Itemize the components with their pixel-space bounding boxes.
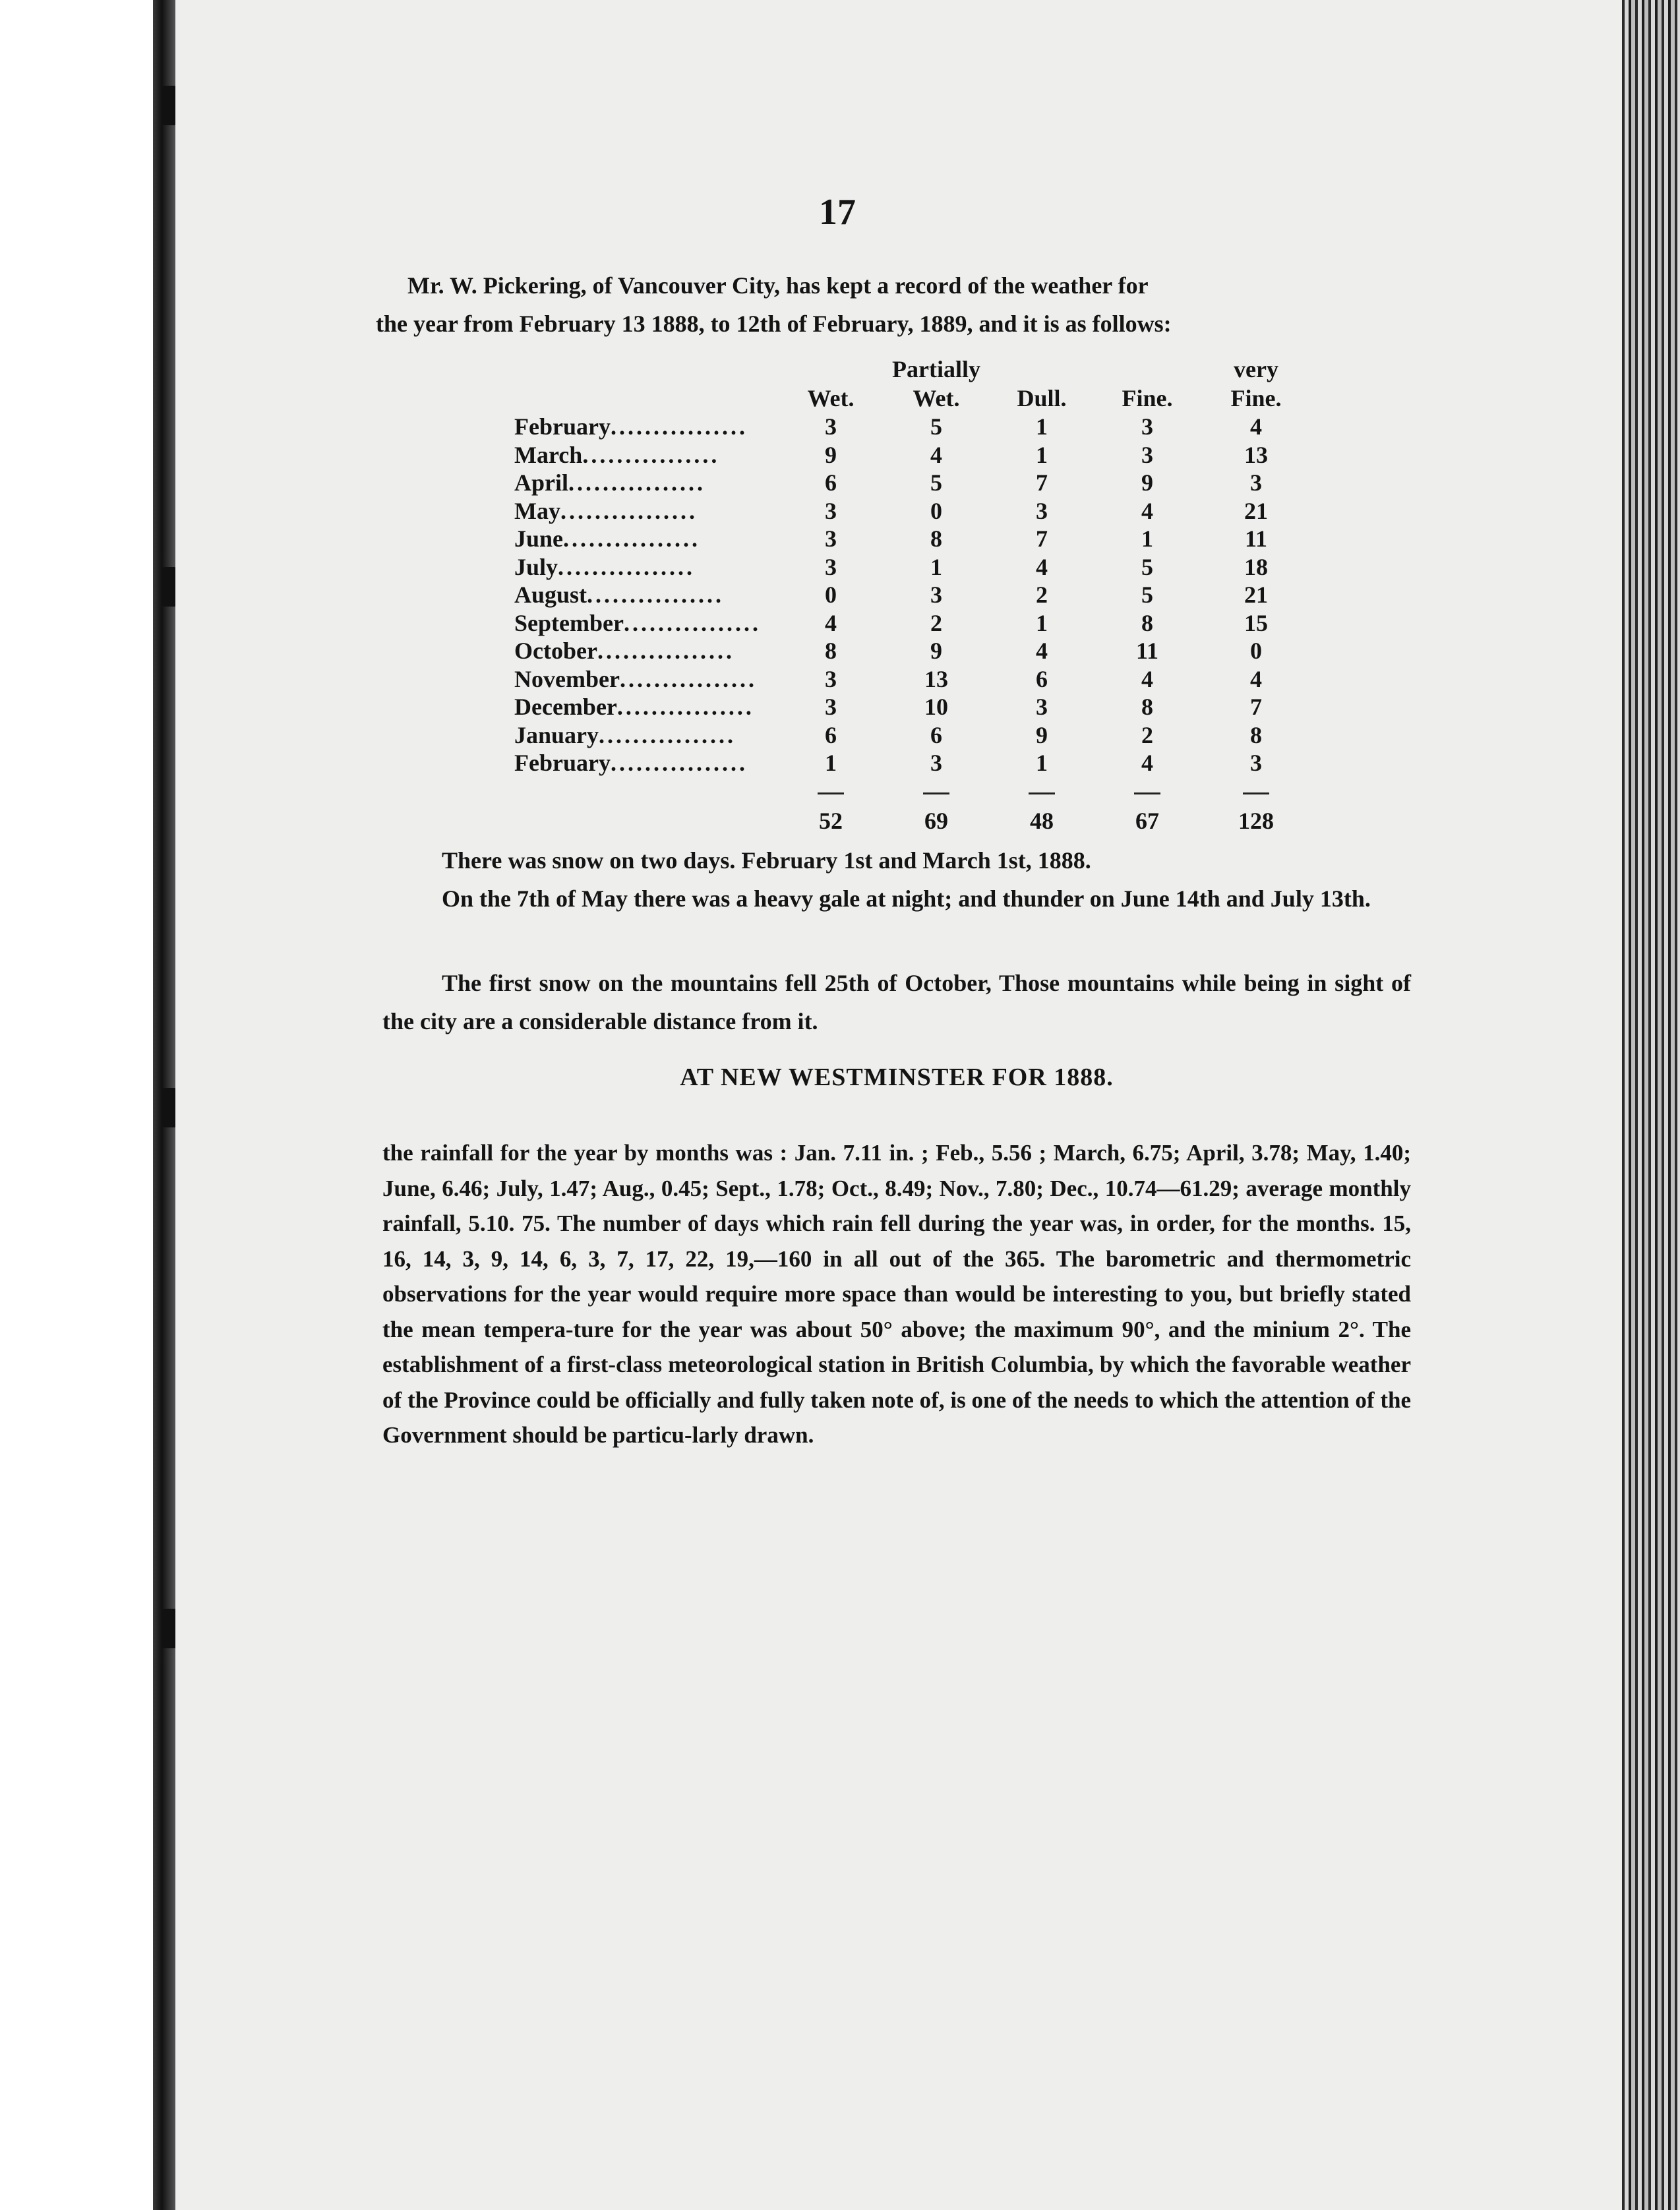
value-cell: 0 bbox=[1250, 638, 1262, 664]
value-cell: 3 bbox=[1141, 413, 1153, 440]
intro-line-1: Mr. W. Pickering, of Vancouver City, has kept a record of the weather for bbox=[407, 272, 1149, 299]
dot-leader: ................ bbox=[610, 750, 748, 776]
value-cell: 8 bbox=[825, 638, 837, 664]
dot-leader: ................ bbox=[610, 413, 748, 440]
dot-leader: ................ bbox=[616, 694, 754, 720]
month-cell bbox=[514, 413, 778, 441]
intro-line-2: the year from February 13 1888, to 12th of February, 1889, and it is as follows: bbox=[376, 311, 1172, 337]
value-cell: 3 bbox=[930, 582, 942, 608]
gale-note: On the 7th of May there was a heavy gale at night; and thunder on June 14th and July 13th. bbox=[442, 885, 1371, 912]
value-cell: 4 bbox=[930, 441, 942, 468]
value-cell: 2 bbox=[1036, 582, 1048, 608]
column-header-top bbox=[989, 355, 1095, 384]
value-cell: 7 bbox=[1036, 469, 1048, 496]
dot-leader: ................ bbox=[563, 525, 701, 552]
value-cell: 1 bbox=[930, 553, 942, 580]
table-row bbox=[514, 581, 1312, 609]
total-cell: 128 bbox=[1238, 808, 1274, 834]
value-cell: 1 bbox=[825, 750, 837, 776]
value-cell: 4 bbox=[1250, 665, 1262, 692]
table-row bbox=[514, 637, 1312, 665]
value-cell: 21 bbox=[1244, 497, 1268, 524]
total-cell: 52 bbox=[819, 808, 843, 834]
value-cell: 9 bbox=[1036, 721, 1048, 748]
value-cell: 10 bbox=[924, 694, 948, 720]
value-cell: 4 bbox=[1141, 497, 1153, 524]
value-cell: 8 bbox=[1250, 721, 1262, 748]
month-cell bbox=[514, 469, 778, 497]
total-rule-row bbox=[514, 777, 1312, 806]
month-label: January bbox=[514, 721, 599, 748]
value-cell: 3 bbox=[930, 750, 942, 776]
month-cell bbox=[514, 581, 778, 609]
value-cell: 4 bbox=[1036, 553, 1048, 580]
month-label: April bbox=[514, 469, 569, 496]
value-cell: 3 bbox=[825, 497, 837, 524]
binding-clip bbox=[162, 1088, 177, 1127]
value-cell: 15 bbox=[1244, 609, 1268, 636]
binding-clip bbox=[162, 567, 177, 607]
snow-note: There was snow on two days. February 1st and March 1st, 1888. bbox=[442, 847, 1091, 874]
value-cell: 3 bbox=[1141, 441, 1153, 468]
month-cell bbox=[514, 609, 778, 638]
table-row bbox=[514, 413, 1312, 441]
value-cell: 4 bbox=[1036, 638, 1048, 664]
scan-background bbox=[0, 0, 157, 2210]
value-cell: 3 bbox=[1036, 694, 1048, 720]
value-cell: 0 bbox=[825, 582, 837, 608]
value-cell: 9 bbox=[930, 638, 942, 664]
value-cell: 6 bbox=[825, 469, 837, 496]
value-cell: 1 bbox=[1141, 525, 1153, 552]
weather-table bbox=[514, 355, 1312, 837]
column-header: Fine. bbox=[1122, 385, 1173, 411]
month-cell bbox=[514, 749, 778, 777]
value-cell: 13 bbox=[1244, 441, 1268, 468]
intro-paragraph bbox=[376, 266, 1411, 343]
value-cell: 5 bbox=[930, 469, 942, 496]
month-label: December bbox=[514, 694, 617, 720]
column-header-top bbox=[778, 355, 884, 384]
value-cell: 2 bbox=[1141, 721, 1153, 748]
table-row bbox=[514, 497, 1312, 525]
value-cell: 3 bbox=[825, 553, 837, 580]
column-header: Fine. bbox=[1230, 385, 1282, 411]
column-header: Wet. bbox=[913, 385, 960, 411]
dot-leader: ................ bbox=[619, 665, 757, 692]
month-label: May bbox=[514, 497, 560, 524]
page-number: 17 bbox=[819, 192, 856, 233]
value-cell: 2 bbox=[930, 609, 942, 636]
month-label: November bbox=[514, 665, 620, 692]
dot-leader: ................ bbox=[582, 441, 720, 468]
value-cell: 3 bbox=[825, 525, 837, 552]
value-cell: 3 bbox=[825, 413, 837, 440]
value-cell: 4 bbox=[1141, 750, 1153, 776]
table-row bbox=[514, 665, 1312, 694]
header-row-bottom bbox=[514, 384, 1312, 413]
value-cell: 4 bbox=[825, 609, 837, 636]
value-cell: 5 bbox=[1141, 582, 1153, 608]
weather-table-body bbox=[514, 413, 1312, 837]
value-cell: 1 bbox=[1036, 441, 1048, 468]
mountain-note: The first snow on the mountains fell 25th of October, Those mountains while being in sight of the city are a considerable distance from it. bbox=[382, 970, 1411, 1034]
value-cell: 1 bbox=[1036, 413, 1048, 440]
column-header-top: Partially bbox=[892, 356, 980, 382]
value-cell: 3 bbox=[825, 665, 837, 692]
total-cell: 67 bbox=[1135, 808, 1159, 834]
value-cell: 7 bbox=[1036, 525, 1048, 552]
value-cell: 3 bbox=[1250, 750, 1262, 776]
value-cell: 1 bbox=[1036, 750, 1048, 776]
rainfall-paragraph: the rainfall for the year by months was : Jan. 7.11 in. ; Feb., 5.56 ; March, 6.75; April, 3.78; May, 1.40; June, 6.46; July, 1.47; Aug., 0.45; Sept., 1.78; Oct., 8.49; Nov., 7.80; Dec., 10.74—61.29; average monthly rainfall, 5.10. 75. The number of days which rain fell during the year was, in order, for the months. 15, 16, 14, 3, 9, 14, 6, 3, 7, 17, 22, 19,—160 in all out of the 365. The barometric and thermometric observations for the year would require more space than would be interesting to you, but briefly stated the mean tempera-ture for the year was about 50° above; the maximum 90°, and the minium 2°. The establishment of a first-class meteorological station in British Columbia, by which the favorable weather of the Province could be officially and fully taken note of, is one of the needs to which the attention of the Government should be particu-larly drawn. bbox=[382, 1140, 1411, 1448]
column-header: Wet. bbox=[807, 385, 855, 411]
month-label: February bbox=[514, 750, 611, 776]
month-cell bbox=[514, 441, 778, 469]
month-cell bbox=[514, 497, 778, 525]
month-label: September bbox=[514, 609, 624, 636]
value-cell: 4 bbox=[1250, 413, 1262, 440]
value-cell: 5 bbox=[930, 413, 942, 440]
month-cell bbox=[514, 721, 778, 750]
table-row bbox=[514, 749, 1312, 777]
month-label: March bbox=[514, 441, 583, 468]
value-cell: 13 bbox=[924, 665, 948, 692]
value-cell: 0 bbox=[930, 497, 942, 524]
value-cell: 11 bbox=[1244, 525, 1267, 552]
month-cell bbox=[514, 693, 778, 721]
dot-leader: ................ bbox=[568, 469, 706, 496]
binding-clip bbox=[162, 86, 177, 125]
month-cell bbox=[514, 553, 778, 582]
totals-row bbox=[514, 805, 1312, 837]
page-stack-edge bbox=[1622, 0, 1680, 2210]
value-cell: 3 bbox=[1036, 497, 1048, 524]
month-cell bbox=[514, 525, 778, 553]
value-cell: 1 bbox=[1036, 609, 1048, 636]
value-cell: 6 bbox=[930, 721, 942, 748]
table-row bbox=[514, 609, 1312, 638]
binding-clip bbox=[162, 1609, 177, 1648]
value-cell: 8 bbox=[1141, 694, 1153, 720]
value-cell: 5 bbox=[1141, 553, 1153, 580]
dot-leader: ................ bbox=[558, 553, 696, 580]
value-cell: 6 bbox=[825, 721, 837, 748]
column-header-top: very bbox=[1234, 356, 1278, 382]
dot-leader: ................ bbox=[597, 638, 735, 664]
dot-leader: ................ bbox=[560, 497, 698, 524]
value-cell: 11 bbox=[1135, 638, 1158, 664]
month-label: June bbox=[514, 525, 564, 552]
value-cell: 18 bbox=[1244, 553, 1268, 580]
section-heading: AT NEW WESTMINSTER FOR 1888. bbox=[680, 1063, 1114, 1091]
month-cell bbox=[514, 665, 778, 694]
value-cell: 3 bbox=[825, 694, 837, 720]
month-label: October bbox=[514, 638, 597, 664]
dot-leader: ................ bbox=[623, 609, 761, 636]
month-label: February bbox=[514, 413, 611, 440]
total-cell: 48 bbox=[1030, 808, 1054, 834]
table-row bbox=[514, 721, 1312, 750]
month-cell bbox=[514, 637, 778, 665]
dot-leader: ................ bbox=[587, 582, 725, 608]
month-label: August bbox=[514, 582, 587, 608]
column-header-top bbox=[1095, 355, 1200, 384]
table-row bbox=[514, 525, 1312, 553]
value-cell: 7 bbox=[1250, 694, 1262, 720]
table-row bbox=[514, 469, 1312, 497]
value-cell: 9 bbox=[825, 441, 837, 468]
table-row bbox=[514, 693, 1312, 721]
value-cell: 6 bbox=[1036, 665, 1048, 692]
table-row bbox=[514, 553, 1312, 582]
dot-leader: ................ bbox=[599, 721, 736, 748]
value-cell: 8 bbox=[1141, 609, 1153, 636]
value-cell: 3 bbox=[1250, 469, 1262, 496]
value-cell: 21 bbox=[1244, 582, 1268, 608]
table-row bbox=[514, 441, 1312, 469]
column-header: Dull. bbox=[1017, 385, 1067, 411]
total-cell: 69 bbox=[924, 808, 948, 834]
header-row-top bbox=[514, 355, 1312, 384]
month-label: July bbox=[514, 553, 558, 580]
value-cell: 9 bbox=[1141, 469, 1153, 496]
value-cell: 4 bbox=[1141, 665, 1153, 692]
value-cell: 8 bbox=[930, 525, 942, 552]
